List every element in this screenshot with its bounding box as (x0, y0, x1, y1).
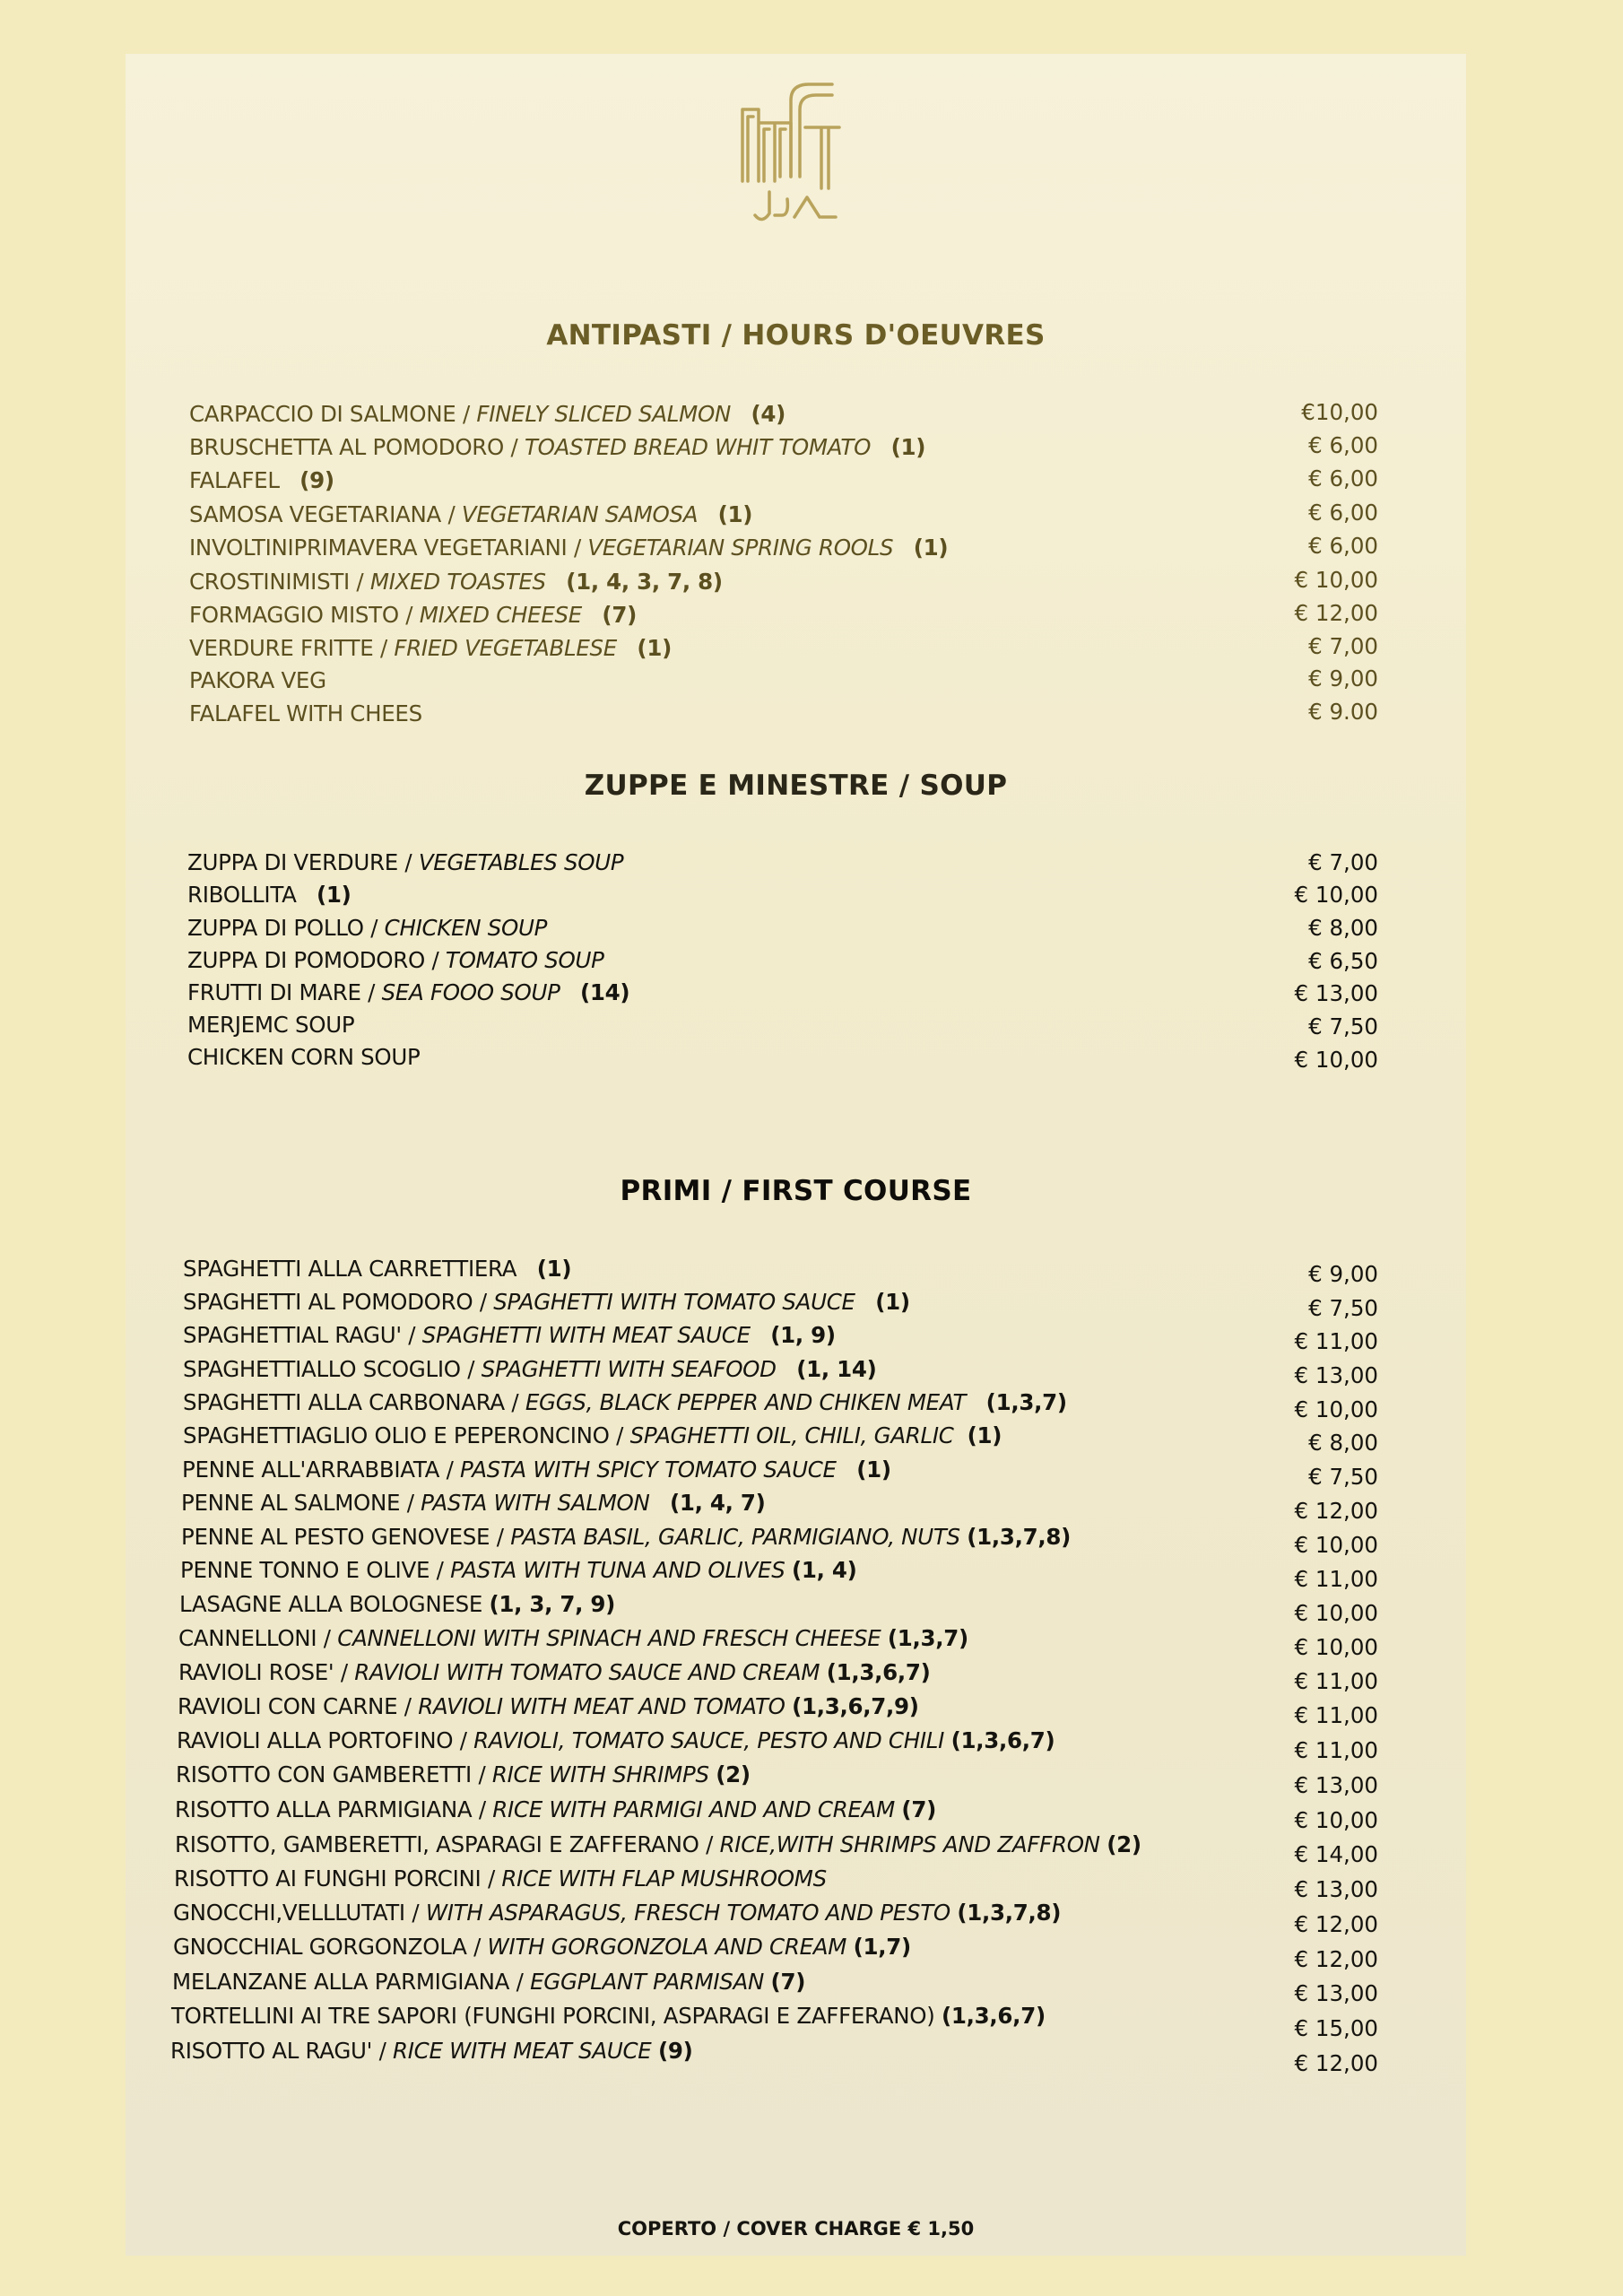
menu-item: CANNELLONI / CANNELLONI WITH SPINACH AND FRESCH CHEESE (1,3,7) (178, 1625, 968, 1651)
menu-item-price: € 11,00 (1294, 1328, 1378, 1354)
menu-item: BRUSCHETTA AL POMODORO / TOASTED BREAD WHIT TOMATO (1) (189, 434, 926, 460)
menu-item-price: € 6,00 (1308, 465, 1378, 491)
menu-item: PENNE AL SALMONE / PASTA WITH SALMON (1, 4, 7) (181, 1490, 766, 1516)
menu-item: RISOTTO CON GAMBERETTI / RICE WITH SHRIMPS (2) (176, 1761, 751, 1787)
menu-item-price: € 11,00 (1294, 1702, 1378, 1728)
menu-item-price: € 6,00 (1308, 533, 1378, 559)
menu-item-price: € 12,00 (1294, 1498, 1378, 1524)
section-title-soup: ZUPPE E MINESTRE / SOUP (584, 770, 1008, 802)
menu-item-price: € 7,50 (1308, 1295, 1378, 1321)
menu-item-price: € 10,00 (1294, 1396, 1378, 1422)
menu-item: VERDURE FRITTE / FRIED VEGETABLESE (1) (189, 635, 672, 661)
menu-item-price: € 9.00 (1308, 699, 1378, 725)
section-title-antipasti: ANTIPASTI / HOURS D'OEUVRES (546, 319, 1046, 352)
menu-item-price: € 13,00 (1294, 1772, 1378, 1798)
menu-item-price: € 9,00 (1308, 1261, 1378, 1287)
menu-item: SPAGHETTIAGLIO OLIO E PEPERONCINO / SPAGHETTI OIL, CHILI, GARLIC (1) (183, 1422, 1002, 1448)
menu-item: PENNE TONNO E OLIVE / PASTA WITH TUNA AND OLIVES (1, 4) (180, 1557, 857, 1583)
menu-item-price: € 9,00 (1308, 665, 1378, 691)
menu-item-price: € 14,00 (1294, 1841, 1378, 1867)
menu-item: RIBOLLITA (1) (187, 882, 352, 908)
menu-item: FALAFEL WITH CHEES (189, 700, 422, 726)
menu-item: SPAGHETTIAL RAGU' / SPAGHETTI WITH MEAT SAUCE (1, 9) (183, 1322, 836, 1348)
menu-item-price: € 13,00 (1294, 1362, 1378, 1388)
menu-item: RAVIOLI CON CARNE / RAVIOLI WITH MEAT AND TOMATO (1,3,6,7,9) (178, 1693, 919, 1719)
menu-item-price: €10,00 (1301, 399, 1378, 425)
menu-item-price: € 10,00 (1294, 567, 1378, 593)
menu-item-price: € 10,00 (1294, 1047, 1378, 1073)
menu-item: PENNE ALL'ARRABBIATA / PASTA WITH SPICY TOMATO SAUCE (1) (182, 1457, 891, 1483)
menu-item: FRUTTI DI MARE / SEA FOOO SOUP (14) (187, 979, 630, 1005)
menu-item: INVOLTINIPRIMAVERA VEGETARIANI / VEGETARIAN SPRING ROOLS (1) (189, 535, 949, 561)
menu-item: CROSTINIMISTI / MIXED TOASTES (1, 4, 3, 7, 8) (189, 569, 723, 595)
cover-charge-note: COPERTO / COVER CHARGE € 1,50 (617, 2218, 975, 2239)
menu-item: LASAGNE ALLA BOLOGNESE (1, 3, 7, 9) (179, 1591, 616, 1617)
menu-item-price: € 11,00 (1294, 1737, 1378, 1763)
menu-item-price: € 6,00 (1308, 432, 1378, 458)
menu-item: MERJEMC SOUP (187, 1012, 355, 1038)
menu-item-price: € 7,00 (1308, 849, 1378, 875)
menu-item: GNOCCHIAL GORGONZOLA / WITH GORGONZOLA AND CREAM (1,7) (173, 1934, 911, 1960)
menu-item-price: € 12,00 (1294, 1946, 1378, 1972)
menu-item: MELANZANE ALLA PARMIGIANA / EGGPLANT PARMISAN (7) (172, 1969, 806, 1995)
menu-item-price: € 7,50 (1308, 1464, 1378, 1490)
menu-item: RISOTTO AL RAGU' / RICE WITH MEAT SAUCE (9) (170, 2038, 693, 2064)
menu-item: SPAGHETTI AL POMODORO / SPAGHETTI WITH TOMATO SAUCE (1) (183, 1289, 910, 1315)
menu-item: SPAGHETTI ALLA CARBONARA / EGGS, BLACK PEPPER AND CHIKEN MEAT (1,3,7) (183, 1389, 1067, 1415)
menu-item-price: € 12,00 (1294, 2050, 1378, 2076)
menu-item: TORTELLINI AI TRE SAPORI (FUNGHI PORCINI, ASPARAGI E ZAFFERANO) (1,3,6,7) (171, 2003, 1046, 2029)
restaurant-monogram-logo (735, 74, 846, 228)
menu-item-price: € 15,00 (1294, 2015, 1378, 2041)
menu-item-price: € 12,00 (1294, 600, 1378, 626)
menu-item-price: € 12,00 (1294, 1911, 1378, 1937)
menu-item: CHICKEN CORN SOUP (187, 1044, 421, 1070)
menu-item: SAMOSA VEGETARIANA / VEGETARIAN SAMOSA (1) (189, 501, 753, 527)
section-title-first-course: PRIMI / FIRST COURSE (620, 1175, 972, 1207)
menu-item-price: € 10,00 (1294, 1807, 1378, 1833)
menu-item: CARPACCIO DI SALMONE / FINELY SLICED SALMON (4) (189, 401, 785, 427)
menu-item: PENNE AL PESTO GENOVESE / PASTA BASIL, GARLIC, PARMIGIANO, NUTS (1,3,7,8) (181, 1524, 1072, 1550)
menu-item-price: € 7,00 (1308, 633, 1378, 659)
menu-item: GNOCCHI,VELLLUTATI / WITH ASPARAGUS, FRESCH TOMATO AND PESTO (1,3,7,8) (173, 1900, 1062, 1926)
menu-item-price: € 10,00 (1294, 882, 1378, 908)
menu-item-price: € 10,00 (1294, 1532, 1378, 1558)
menu-item-price: € 7,50 (1308, 1013, 1378, 1039)
menu-item-price: € 10,00 (1294, 1600, 1378, 1626)
menu-item: FALAFEL (9) (189, 467, 334, 493)
menu-item: RISOTTO ALLA PARMIGIANA / RICE WITH PARMIGI AND AND CREAM (7) (175, 1796, 936, 1822)
menu-item: RISOTTO AI FUNGHI PORCINI / RICE WITH FLAP MUSHROOMS (174, 1866, 827, 1892)
menu-item: SPAGHETTIALLO SCOGLIO / SPAGHETTI WITH SEAFOOD (1, 14) (183, 1356, 877, 1382)
menu-item-price: € 8,00 (1308, 915, 1378, 941)
menu-item-price: € 10,00 (1294, 1634, 1378, 1660)
menu-item: SPAGHETTI ALLA CARRETTIERA (1) (183, 1256, 572, 1282)
menu-item: ZUPPA DI VERDURE / VEGETABLES SOUP (187, 849, 624, 875)
menu-item: FORMAGGIO MISTO / MIXED CHEESE (7) (189, 602, 637, 628)
menu-item-price: € 13,00 (1294, 1876, 1378, 1902)
menu-item-price: € 8,00 (1308, 1430, 1378, 1456)
menu-item-price: € 6,00 (1308, 500, 1378, 526)
menu-item-price: € 6,50 (1308, 948, 1378, 974)
menu-item: RAVIOLI ALLA PORTOFINO / RAVIOLI, TOMATO SAUCE, PESTO AND CHILI (1,3,6,7) (177, 1727, 1055, 1753)
menu-item-price: € 11,00 (1294, 1566, 1378, 1592)
menu-item: PAKORA VEG (189, 667, 326, 693)
menu-item-price: € 13,00 (1294, 1980, 1378, 2006)
menu-item: RISOTTO, GAMBERETTI, ASPARAGI E ZAFFERANO / RICE,WITH SHRIMPS AND ZAFFRON (2) (175, 1831, 1141, 1857)
menu-item: ZUPPA DI POMODORO / TOMATO SOUP (187, 947, 604, 973)
menu-item: ZUPPA DI POLLO / CHICKEN SOUP (187, 915, 548, 941)
menu-item: RAVIOLI ROSE' / RAVIOLI WITH TOMATO SAUCE AND CREAM (1,3,6,7) (178, 1659, 931, 1685)
menu-item-price: € 11,00 (1294, 1668, 1378, 1694)
menu-item-price: € 13,00 (1294, 980, 1378, 1006)
